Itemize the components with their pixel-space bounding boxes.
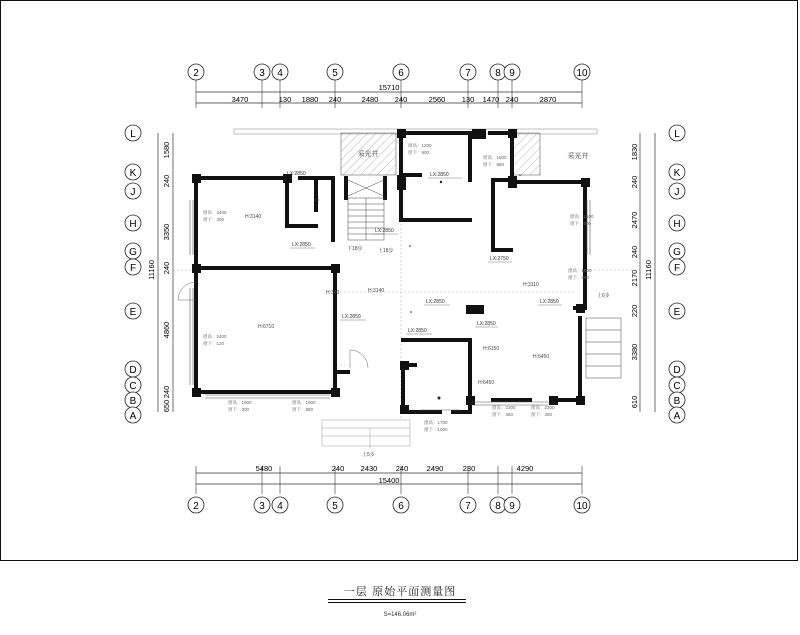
axis-label: 8: [495, 68, 501, 79]
window-note: 窗高：1500: [568, 268, 592, 273]
drawing-title: 一层 原始平面测量图: [343, 585, 457, 598]
axis-label: 6: [398, 501, 404, 512]
height-label: H:360: [326, 290, 340, 296]
dim: 2170: [630, 269, 639, 287]
height-label: H:3110: [523, 282, 539, 288]
stair-label: 下18步: [347, 246, 363, 252]
dim: 2560: [428, 95, 446, 104]
axis-label: J: [674, 187, 680, 198]
axis-label: 6: [398, 68, 404, 79]
axis-label: 10: [576, 68, 588, 79]
axis-label: B: [673, 396, 681, 407]
dim: 4860: [162, 321, 171, 339]
axis-label: 4: [277, 68, 283, 79]
dim: 610: [630, 395, 639, 409]
axis-label: 3: [259, 68, 265, 79]
axis-label: D: [129, 365, 137, 376]
axis-label: H: [129, 219, 137, 230]
axis-label: H: [673, 219, 681, 230]
axis-label: 10: [576, 501, 588, 512]
title-underline-thin: [328, 602, 466, 603]
window-note: 窗高：2400: [203, 334, 227, 339]
axis-label: C: [673, 381, 681, 392]
axis-label: 5: [332, 501, 338, 512]
dim: 5480: [255, 464, 273, 473]
dim: 1830: [630, 143, 639, 161]
area-label: S=146.06m²: [383, 612, 417, 618]
axis-label: 2: [193, 68, 199, 79]
dim: 240: [328, 95, 342, 104]
axis-label: E: [129, 307, 137, 318]
dim: 240: [394, 95, 408, 104]
column-axis-bottom: [188, 497, 590, 513]
axis-label: B: [129, 396, 137, 407]
dim-total: 15710: [378, 83, 400, 92]
window-note: 窗下：300: [228, 407, 250, 412]
dim: 2470: [630, 211, 639, 229]
axis-label: 7: [465, 501, 471, 512]
height-label: H:6450: [478, 380, 495, 386]
daylight-well-label: 采光井: [567, 153, 589, 160]
window-note: 窗高：2300: [531, 405, 555, 410]
dim: 240: [162, 174, 171, 188]
window-note: 窗高：2400: [203, 210, 227, 215]
window-note: 窗下：1000: [424, 427, 448, 432]
height-label: H:6150: [483, 346, 500, 352]
stair-label: 上18步: [378, 248, 394, 254]
axis-label: 5: [332, 68, 338, 79]
window-note: 窗高：1600: [483, 155, 507, 160]
height-label: H:3140: [368, 288, 385, 294]
beam-labels: [287, 171, 559, 334]
beam-label: LX:2850: [342, 314, 361, 320]
axis-label: E: [673, 307, 681, 318]
dim: 240: [505, 95, 519, 104]
axis-label: C: [129, 381, 137, 392]
dimension-lines: [158, 92, 655, 484]
dim-total: 15400: [378, 476, 400, 485]
height-label: H:3140: [245, 214, 262, 220]
right-dimensions: [630, 144, 653, 409]
beam-label: LX:2850: [426, 299, 445, 305]
dim: 1880: [301, 95, 319, 104]
window-note: 窗下：350: [492, 412, 514, 417]
axis-label: K: [673, 168, 681, 179]
axis-label: 8: [495, 501, 501, 512]
window-note: 窗高：1900: [292, 400, 316, 405]
beam-label: LX:2850: [408, 328, 427, 334]
beam-label: LX:2850: [375, 228, 394, 234]
axis-label: A: [129, 411, 137, 422]
beam-label: LX:2850: [540, 299, 559, 305]
dim: 240: [162, 261, 171, 275]
window-note: 窗高：1200: [408, 143, 432, 148]
dim: 3350: [162, 223, 171, 241]
axis-label: L: [130, 129, 136, 140]
axis-label: G: [673, 247, 681, 258]
left-dimensions: [147, 142, 171, 413]
dim: 240: [630, 175, 639, 189]
axis-label: 9: [509, 501, 515, 512]
window-note: 窗高：1500: [570, 214, 594, 219]
dim: 650: [162, 399, 171, 413]
axis-label: F: [673, 263, 681, 274]
axis-label: 7: [465, 68, 471, 79]
axis-label: A: [673, 411, 681, 422]
axis-label: 2: [193, 501, 199, 512]
window-note: 窗高：2300: [492, 405, 516, 410]
beam-label: LX:2850: [430, 172, 449, 178]
window-note: 窗下：900: [408, 150, 430, 155]
axis-label: 9: [509, 68, 515, 79]
height-label: H:6710: [258, 324, 275, 330]
axis-label: 4: [277, 501, 283, 512]
dim: 230: [462, 464, 476, 473]
dim-total: 11160: [644, 260, 653, 280]
dim: 220: [630, 304, 639, 318]
window-note: 窗高：1900: [228, 400, 252, 405]
dim: 240: [630, 245, 639, 259]
dim-total: 11160: [147, 260, 156, 280]
window-note: 窗下：880: [292, 407, 314, 412]
axis-label: L: [674, 129, 680, 140]
markers: [316, 174, 521, 399]
dim: 2870: [539, 95, 557, 104]
beam-label: LX:2850: [477, 321, 496, 327]
title-underline: [328, 599, 466, 600]
dim: 4290: [516, 464, 534, 473]
dim: 2480: [361, 95, 379, 104]
beam-label: LX:2850: [292, 242, 311, 248]
window-note: 窗下：880: [483, 162, 505, 167]
dim: 130: [278, 95, 292, 104]
stair-label: 上6步: [597, 293, 610, 299]
dim: 3470: [231, 95, 249, 104]
window-note: 窗下：800: [568, 275, 590, 280]
column-axis-top: [188, 64, 590, 80]
window-note: 窗高：1700: [424, 420, 448, 425]
stair-label: 上5步: [362, 452, 375, 458]
dim: 240: [331, 464, 345, 473]
top-dimensions: [232, 83, 557, 104]
dim: 2490: [426, 464, 444, 473]
window-note: 窗下：300: [203, 217, 225, 222]
axis-label: F: [129, 263, 137, 274]
window-note: 窗下：600: [570, 221, 592, 226]
daylight-well-right: [512, 133, 540, 175]
beam-label: LX:2850: [287, 171, 306, 177]
window-note: 窗下：350: [531, 412, 553, 417]
dim: 240: [162, 385, 171, 399]
dim: 240: [395, 464, 409, 473]
axis-label: K: [129, 168, 137, 179]
dim: 1470: [482, 95, 500, 104]
dim: 2430: [360, 464, 378, 473]
daylight-well-label: 采光井: [357, 151, 379, 158]
dim: 3380: [630, 343, 639, 361]
axis-label: D: [673, 365, 681, 376]
bottom-dimensions: [256, 464, 534, 485]
axis-label: G: [129, 247, 137, 258]
window-note: 窗下：120: [203, 341, 225, 346]
axis-label: J: [130, 187, 136, 198]
dim: 1580: [162, 141, 171, 159]
dim: 130: [461, 95, 475, 104]
beam-label: LX:2750: [490, 256, 509, 262]
height-labels: [245, 214, 549, 386]
height-label: H:6450: [533, 354, 550, 360]
axis-label: 3: [259, 501, 265, 512]
